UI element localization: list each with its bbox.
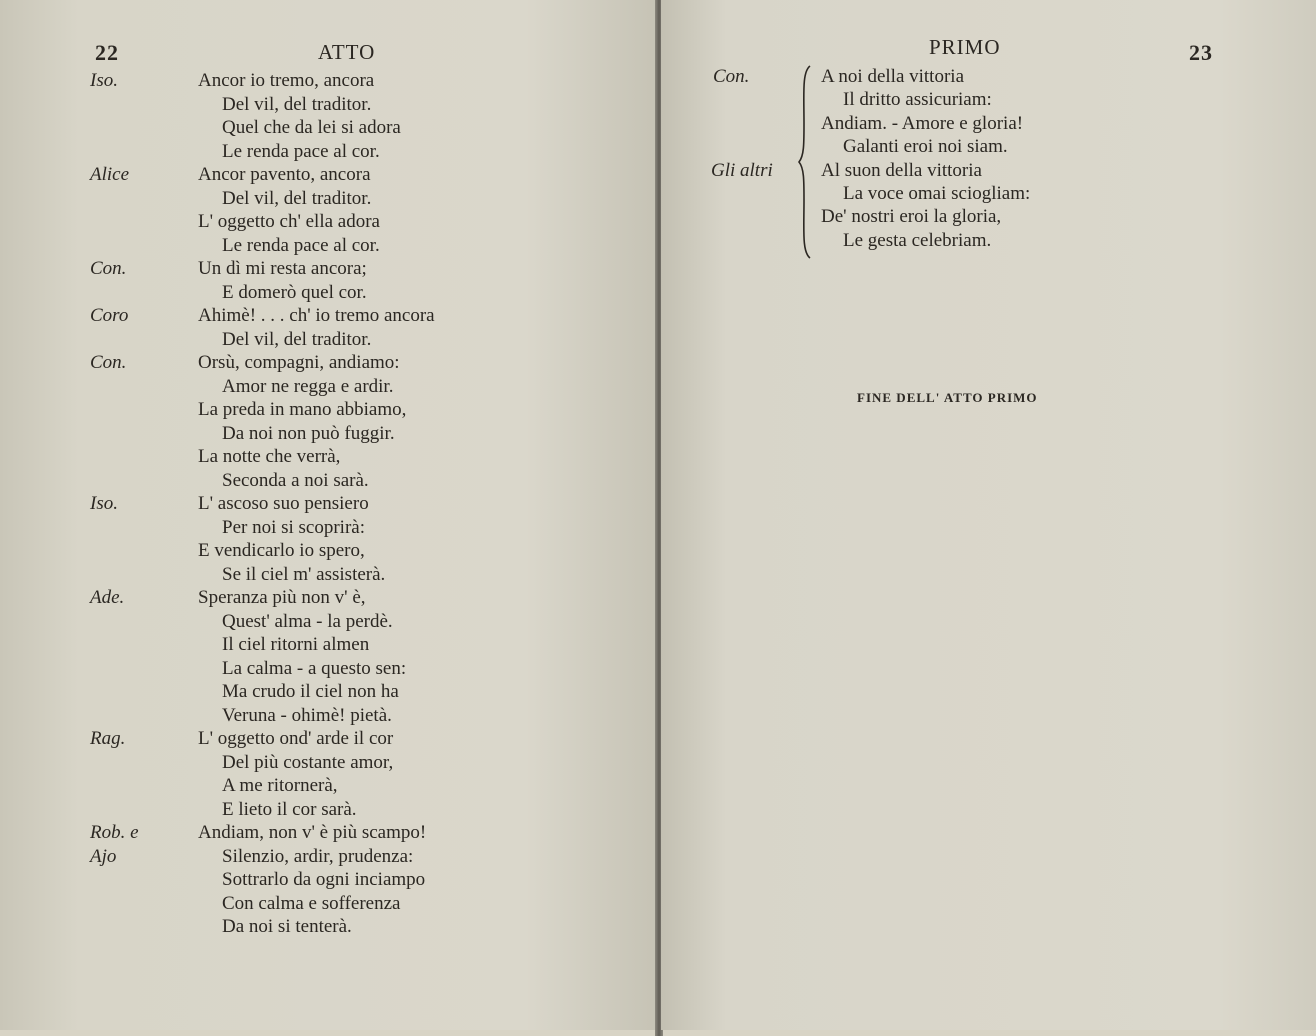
verse-line: La calma - a questo sen: <box>222 657 407 679</box>
verse-line: A noi della vittoria <box>821 66 965 87</box>
verse-row <box>0 258 657 282</box>
speaker-label: Alice <box>90 164 130 185</box>
verse-line: Del più costante amor, <box>222 751 394 773</box>
verse-line: L' ascoso suo pensiero <box>198 493 369 514</box>
verse-row <box>0 587 657 611</box>
verse-row <box>0 893 657 917</box>
verse-line: Amor ne regga e ardir. <box>222 375 394 397</box>
verse-row <box>0 399 657 423</box>
speaker-label: Ajo <box>90 845 117 867</box>
verse-line: La notte che verrà, <box>198 446 341 467</box>
verse-row <box>661 230 1316 254</box>
verse-line: Del vil, del traditor. <box>222 328 372 350</box>
verse-line: Ancor io tremo, ancora <box>198 70 375 91</box>
verse-row <box>0 728 657 752</box>
verse-row <box>0 188 657 212</box>
verse-row <box>0 141 657 165</box>
verse-line: E domerò quel cor. <box>222 281 367 303</box>
verse-line: Andiam, non v' è più scampo! <box>198 822 427 843</box>
right-page <box>661 0 1316 1030</box>
verse-row <box>661 183 1316 207</box>
verse-row <box>0 352 657 376</box>
verse-line: Sottrarlo da ogni inciampo <box>222 869 426 890</box>
verse-row <box>0 470 657 494</box>
verse-row <box>0 564 657 588</box>
verse-row <box>0 305 657 329</box>
verse-row <box>0 70 657 94</box>
verse-line: Del vil, del traditor. <box>222 93 372 115</box>
verse-line: E lieto il cor sarà. <box>222 798 357 820</box>
page-number-right: 23 <box>1189 40 1213 65</box>
verse-line: Quel che da lei si adora <box>222 117 401 138</box>
verse-line: Ahimè! . . . ch' io tremo ancora <box>198 305 435 326</box>
verse-row <box>0 211 657 235</box>
verse-line: Galanti eroi noi siam. <box>843 136 1008 158</box>
verse-line: Andiam. - Amore e gloria! <box>821 112 1024 134</box>
verse-line: Un dì mi resta ancora; <box>198 258 367 279</box>
verse-row <box>0 235 657 259</box>
speaker-label: Rag. <box>90 728 126 749</box>
verse-line: Il ciel ritorni almen <box>222 634 370 655</box>
verse-line: Da noi non può fuggir. <box>222 422 395 444</box>
verse-line: Le gesta celebriam. <box>843 229 992 251</box>
verse-line: L' oggetto ch' ella adora <box>198 211 380 232</box>
verse-row <box>661 206 1316 230</box>
verse-row <box>661 89 1316 113</box>
verse-line: Del vil, del traditor. <box>222 187 372 209</box>
verse-row <box>0 869 657 893</box>
verse-line: Le renda pace al cor. <box>222 234 380 256</box>
speaker-label: Con. <box>90 258 127 279</box>
verse-line: L' oggetto ond' arde il cor <box>198 728 394 749</box>
verse-line: Da noi si tenterà. <box>222 916 352 937</box>
verse-line: Speranza più non v' è, <box>198 587 366 608</box>
verse-row <box>0 846 657 870</box>
speaker-label: Ade. <box>90 587 125 608</box>
verse-row <box>0 681 657 705</box>
page-header-right: PRIMO <box>929 35 1001 59</box>
verse-line: Al suon della vittoria <box>821 159 982 181</box>
speaker-label: Con. <box>713 66 750 87</box>
verse-row <box>0 493 657 517</box>
verse-row <box>0 658 657 682</box>
verse-line: Le renda pace al cor. <box>222 140 380 162</box>
speaker-label: Coro <box>90 305 129 326</box>
verse-line: Orsù, compagni, andiamo: <box>198 352 400 373</box>
verse-row <box>0 376 657 400</box>
verse-row <box>0 634 657 658</box>
verse-line: Se il ciel m' assisterà. <box>222 563 386 585</box>
speaker-label: Rob. e <box>90 822 139 843</box>
verse-line: Silenzio, ardir, prudenza: <box>222 845 414 867</box>
verse-row <box>661 136 1316 160</box>
verse-line: Quest' alma - la perdè. <box>222 610 393 632</box>
speaker-label: Iso. <box>90 493 118 514</box>
page-header-left: ATTO <box>318 40 376 64</box>
verse-line: Per noi si scoprirà: <box>222 516 366 538</box>
verse-line: Veruna - ohimè! pietà. <box>222 704 392 726</box>
verse-row <box>0 916 657 940</box>
verse-row <box>0 94 657 118</box>
speaker-label: Iso. <box>90 70 118 91</box>
verse-line: Ancor pavento, ancora <box>198 164 371 185</box>
verse-line: De' nostri eroi la gloria, <box>821 206 1002 228</box>
verse-row <box>0 705 657 729</box>
speaker-label: Con. <box>90 352 127 373</box>
verse-row <box>661 113 1316 137</box>
page-number-left: 22 <box>95 40 119 65</box>
verse-row <box>0 822 657 846</box>
verse-row <box>0 540 657 564</box>
act-end-caption: FINE DELL' ATTO PRIMO <box>857 390 1038 405</box>
verse-line: Seconda a noi sarà. <box>222 469 369 491</box>
verse-row <box>0 752 657 776</box>
verse-line: La preda in mano abbiamo, <box>198 399 407 420</box>
verse-line: Ma crudo il ciel non ha <box>222 681 399 702</box>
verse-row <box>0 164 657 188</box>
speaker-label: Gli altri <box>711 159 773 181</box>
verse-row <box>0 117 657 141</box>
left-page <box>0 0 657 1030</box>
verse-row <box>0 799 657 823</box>
verse-line: A me ritornerà, <box>222 775 338 796</box>
verse-row <box>0 423 657 447</box>
verse-line: E vendicarlo io spero, <box>198 540 365 561</box>
verse-row <box>0 775 657 799</box>
verse-row <box>0 446 657 470</box>
verse-line: La voce omai sciogliam: <box>843 183 1031 204</box>
verse-row <box>0 282 657 306</box>
verse-row <box>661 66 1316 90</box>
verse-row <box>0 329 657 353</box>
verse-line: Il dritto assicuriam: <box>843 89 992 111</box>
verse-row <box>0 611 657 635</box>
verse-line: Con calma e sofferenza <box>222 892 401 914</box>
verse-row <box>0 517 657 541</box>
